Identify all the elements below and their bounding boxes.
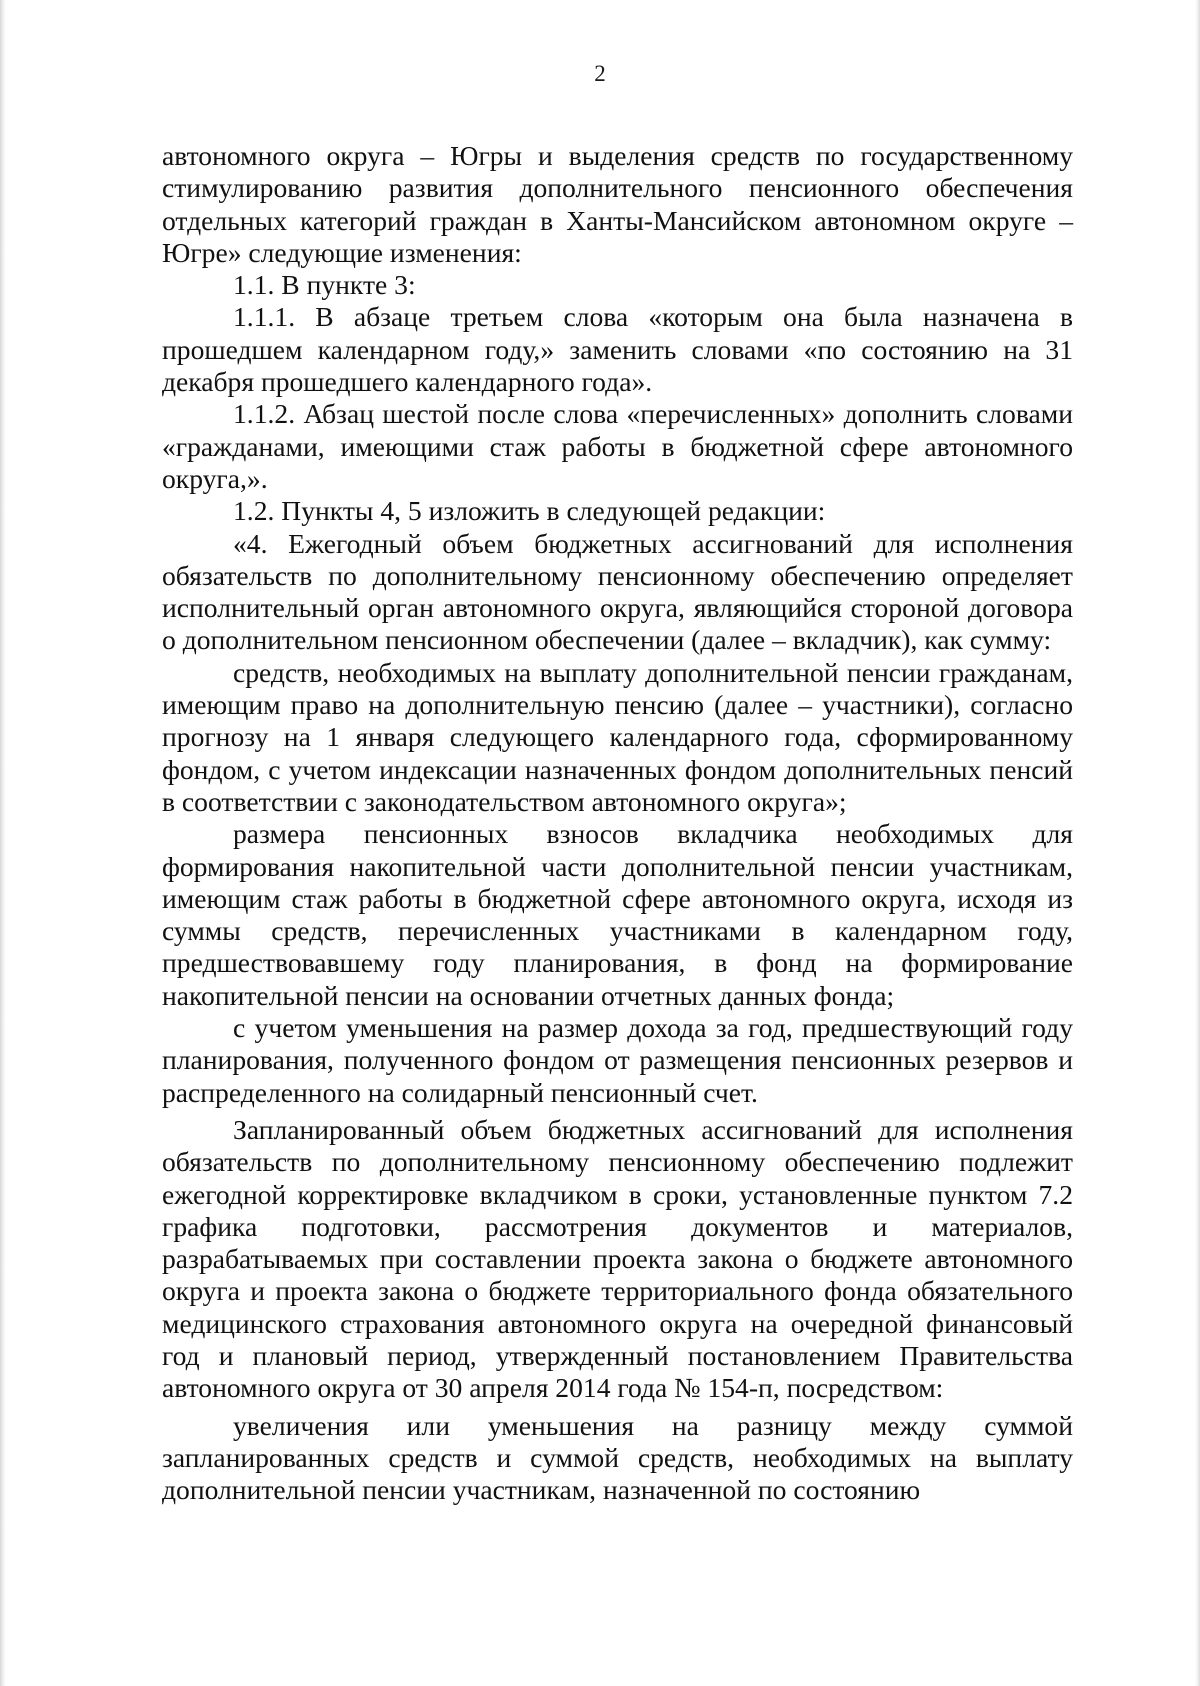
- paragraph-item-1-1: 1.1. В пункте 3:: [233, 269, 416, 301]
- scan-edge-left: [0, 0, 6, 1686]
- paragraph-contributions: размера пенсионных взносов вкладчика необходимых для формирования накопительной части дополнительной пенсии участникам, имеющим стаж работы в бюджетной сфере автономного округа, исходя из суммы средств, перечисленных участниками в календарном году, предшествовавшему году планирования, в фонд на формирование накопительной пенсии на основании отчетных данных фонда;: [162, 818, 1073, 1011]
- document-body: [162, 140, 1073, 1506]
- paragraph-planned-volume: Запланированный объем бюджетных ассигнований для исполнения обязательств по дополнительному пенсионному обеспечению подлежит ежегодной корректировке вкладчиком в сроки, установленные пунктом 7.2 графика подготовки, рассмотрения документов и материалов, разрабатываемых при составлении проекта закона о бюджете автономного округа и проекта закона о бюджете территориального фонда обязательного медицинского страхования автономного округа на очередной финансовый год и плановый период, утвержденный постановлением Правительства автономного округа от 30 апреля 2014 года № 154-п, посредством:: [162, 1113, 1073, 1404]
- paragraph-item-1-2: 1.2. Пункты 4, 5 изложить в следующей редакции:: [233, 495, 826, 527]
- paragraph-funds-needed: средств, необходимых на выплату дополнительной пенсии гражданам, имеющим право на дополнительную пенсию (далее – участники), согласно прогнозу на 1 января следующего календарного года, сформированному фондом, с учетом индексации назначенных фондом дополнительных пенсий в соответствии с законодательством автономного округа»;: [162, 656, 1073, 817]
- paragraph-continuation: автономного округа – Югры и выделения средств по государственному стимулированию развития дополнительного пенсионного обеспечения отдельных категорий граждан в Ханты-Мансийском автономном округе – Югре» следующие изменения:: [162, 140, 1073, 268]
- paragraph-point-4: «4. Ежегодный объем бюджетных ассигнований для исполнения обязательств по дополнительному пенсионному обеспечению определяет исполнительный орган автономного округа, являющийся стороной договора о дополнительном пенсионном обеспечении (далее – вкладчик), как сумму:: [162, 527, 1073, 656]
- page-number: 2: [594, 61, 606, 86]
- paragraph-income-reduction: с учетом уменьшения на размер дохода за год, предшествующий году планирования, полученного фондом от размещения пенсионных резервов и распределенного на солидарный пенсионный счет.: [162, 1012, 1073, 1108]
- paragraph-item-1-1-2: 1.1.2. Абзац шестой после слова «перечисленных» дополнить словами «гражданами, имеющими стаж работы в бюджетной сфере автономного округа,».: [162, 398, 1073, 494]
- paragraph-item-1-1-1: 1.1.1. В абзаце третьем слова «которым она была назначена в прошедшем календарном году,» заменить словами «по состоянию на 31 декабря прошедшего календарного года».: [162, 301, 1073, 398]
- paragraph-increase-decrease: увеличения или уменьшения на разницу между суммой запланированных средств и суммой средств, необходимых на выплату дополнительной пенсии участникам, назначенной по состоянию: [162, 1409, 1073, 1506]
- scan-edge-right: [1195, 0, 1200, 1686]
